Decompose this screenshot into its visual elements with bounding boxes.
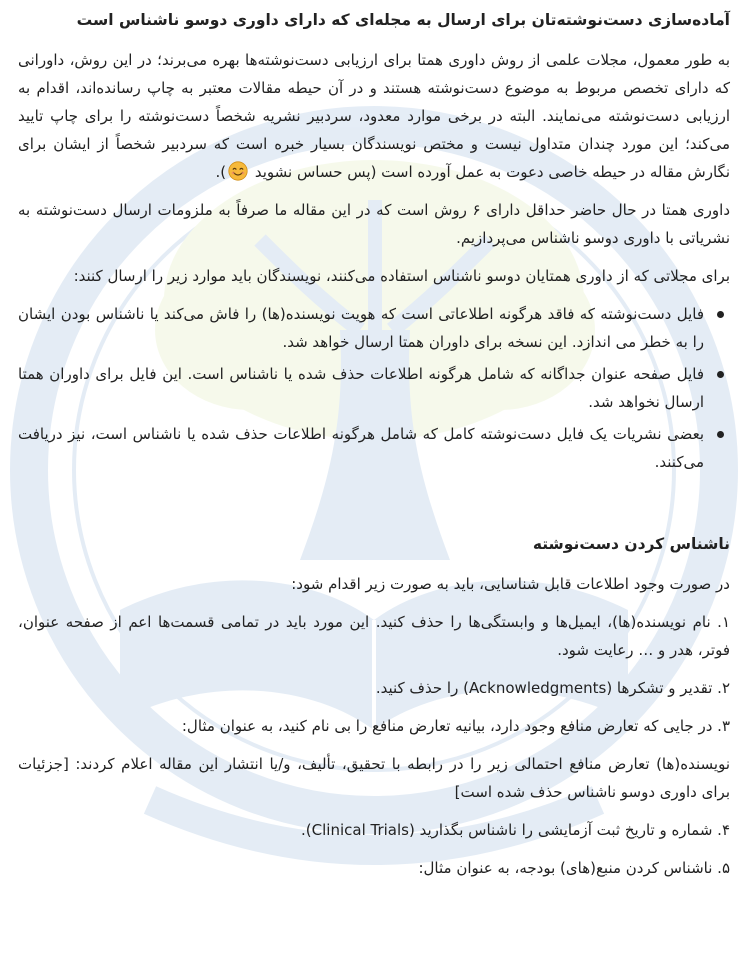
list-item: بعضی نشریات یک فایل دست‌نوشته کامل که شامل هرگونه اطلاعات حذف شده یا ناشناس است، نیز دریافت می‌کنند. — [18, 420, 704, 476]
step-3-example: نویسنده(ها) تعارض منافع احتمالی زیر را در رابطه با تحقیق، تألیف، و/یا انتشار این مقاله اعلام کردند: [جزئیات برای داوری دوسو ناشناس حذف شده است] — [18, 755, 730, 801]
list-item: فایل صفحه عنوان جداگانه که شامل هرگونه اطلاعات حذف شده یا ناشناس است. این فایل برای داوران همتا ارسال نخواهد شد. — [18, 360, 704, 416]
intro-paragraph-text: به طور معمول، مجلات علمی از روش داوری همتا برای ارزیابی دست‌نوشته‌ها بهره می‌برند؛ در این روش، داورانی که دارای تخصص مربوط به موضوع دست‌نوشته هستند و در آن حیطه مقالات معتبر به چاپ رسانده‌اند، اقدام به ارزیابی دست‌نوشته می‌نمایند. البته در برخی موارد معدود، سردبیر نشریه شخصاً دست‌نوشته را برای چاپ تایید می‌کند؛ این مورد چندان متداول نیست و مختص نویسندگان بسیار خبره است که سردبیر شخصاً از ایشان برای نگارش مقاله در حیطه خاصی دعوت به عمل آورده است (پس حساس نشوید — [18, 51, 730, 181]
section-heading-anonymize: ناشناس کردن دست‌نوشته — [532, 535, 730, 553]
step-5: ۵. ناشناس کردن منبع(های) بودجه، به عنوان مثال: — [418, 859, 730, 877]
intro-paragraph-end: ). — [215, 163, 227, 181]
step-3: ۳. در جایی که تعارض منافع وجود دارد، بیانیه تعارض منافع را بی نام کنید، به عنوان مثال: — [181, 717, 730, 735]
section-intro: در صورت وجود اطلاعات قابل شناسایی، باید به صورت زیر اقدام شود: — [291, 575, 730, 593]
article-title: آماده‌سازی دست‌نوشته‌تان برای ارسال به مجله‌ای که دارای داوری دوسو ناشناس است — [76, 11, 730, 29]
step-4-english-term: Clinical Trials — [311, 821, 409, 839]
step-2-english-term: Acknowledgments — [468, 679, 607, 697]
list-item: فایل دست‌نوشته که فاقد هرگونه اطلاعاتی است که هویت نویسنده(ها) را فاش می‌کند یا ناشناس بودن ایشان را به خطر می اندازد. این نسخه برای داوران همتا ارسال خواهد شد. — [18, 300, 704, 356]
step-4: ۴. شماره و تاریخ ثبت آزمایشی را ناشناس بگذارید (Clinical Trials). — [301, 821, 730, 839]
bullet-icon — [717, 371, 724, 378]
step-1: ۱. نام نویسنده(ها)، ایمیل‌ها و وابستگی‌ها را حذف کنید. این مورد باید در تمامی قسمت‌ها اعم از صفحه عنوان، فوتر، هدر و … رعایت شود. — [18, 613, 730, 659]
step-2: ۲. تقدیر و تشکرها (Acknowledgments) را حذف کنید. — [375, 679, 730, 697]
submission-items-list — [18, 300, 730, 476]
bullet-icon — [717, 431, 724, 438]
smiling-face-icon — [228, 161, 248, 181]
intro-paragraph — [18, 46, 730, 186]
bullet-icon — [717, 311, 724, 318]
paragraph-submission-items: برای مجلاتی که از داوری همتایان دوسو ناشناس استفاده می‌کنند، نویسندگان باید موارد زیر را ارسال کنند: — [73, 267, 730, 285]
paragraph-review-methods: داوری همتا در حال حاضر حداقل دارای ۶ روش است که در این مقاله ما صرفاً به ملزومات ارسال دست‌نوشته به نشریاتی با داوری دوسو ناشناس می‌پردازیم. — [18, 201, 731, 247]
